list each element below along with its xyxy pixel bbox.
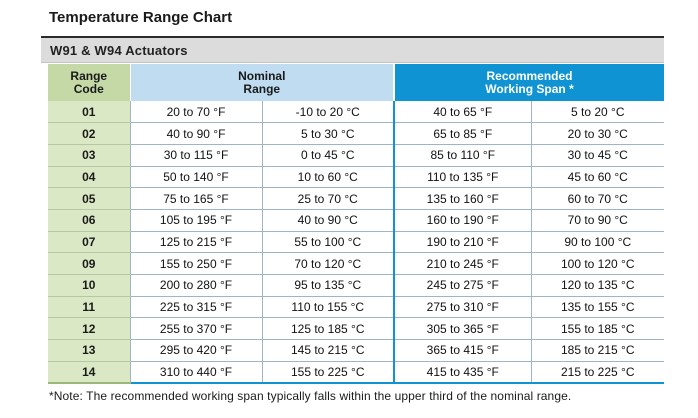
table-row [48,340,664,362]
footnote: *Note: The recommended working span typically falls within the upper third of the nominal range. [49,389,572,403]
table-row [48,101,664,123]
range-code-cell: 13 [48,340,130,362]
table-row [48,361,664,383]
recommended-fahrenheit-cell: 85 to 110 °F [394,144,531,166]
nominal-fahrenheit-cell: 225 to 315 °F [130,296,262,318]
nominal-fahrenheit-cell: 20 to 70 °F [130,101,262,123]
header-recommended-working-span [394,64,664,101]
table-row [48,166,664,188]
recommended-fahrenheit-cell: 135 to 160 °F [394,188,531,210]
page-title: Temperature Range Chart [49,9,233,26]
recommended-fahrenheit-cell: 365 to 415 °F [394,340,531,362]
recommended-fahrenheit-cell: 275 to 310 °F [394,296,531,318]
nominal-celsius-cell: 40 to 90 °C [262,209,394,231]
recommended-fahrenheit-cell: 40 to 65 °F [394,101,531,123]
temperature-range-table [48,64,664,384]
table-row [48,253,664,275]
nominal-fahrenheit-cell: 105 to 195 °F [130,209,262,231]
nominal-fahrenheit-cell: 200 to 280 °F [130,275,262,297]
range-code-cell: 03 [48,144,130,166]
nominal-celsius-cell: 25 to 70 °C [262,188,394,210]
table-header-row [48,64,664,101]
recommended-celsius-cell: 100 to 120 °C [531,253,664,275]
nominal-celsius-cell: 145 to 215 °C [262,340,394,362]
range-code-cell: 05 [48,188,130,210]
table-row [48,275,664,297]
recommended-celsius-cell: 20 to 30 °C [531,123,664,145]
table-row [48,144,664,166]
nominal-fahrenheit-cell: 310 to 440 °F [130,361,262,383]
header-range-code-label: Range Code [70,68,108,96]
header-range-code [48,64,130,101]
recommended-fahrenheit-cell: 65 to 85 °F [394,123,531,145]
recommended-celsius-cell: 45 to 60 °C [531,166,664,188]
recommended-celsius-cell: 215 to 225 °C [531,361,664,383]
table-subheader: W91 & W94 Actuators [41,36,664,63]
table-row [48,318,664,340]
range-code-cell: 09 [48,253,130,275]
range-code-cell: 07 [48,231,130,253]
nominal-fahrenheit-cell: 255 to 370 °F [130,318,262,340]
table-row [48,209,664,231]
range-code-cell: 01 [48,101,130,123]
recommended-fahrenheit-cell: 160 to 190 °F [394,209,531,231]
nominal-fahrenheit-cell: 295 to 420 °F [130,340,262,362]
nominal-celsius-cell: 155 to 225 °C [262,361,394,383]
nominal-celsius-cell: 5 to 30 °C [262,123,394,145]
nominal-celsius-cell: 110 to 155 °C [262,296,394,318]
nominal-celsius-cell: 125 to 185 °C [262,318,394,340]
range-code-cell: 10 [48,275,130,297]
nominal-fahrenheit-cell: 155 to 250 °F [130,253,262,275]
recommended-fahrenheit-cell: 245 to 275 °F [394,275,531,297]
nominal-celsius-cell: 0 to 45 °C [262,144,394,166]
table-row [48,296,664,318]
table-row [48,123,664,145]
range-code-cell: 11 [48,296,130,318]
nominal-fahrenheit-cell: 30 to 115 °F [130,144,262,166]
recommended-celsius-cell: 5 to 20 °C [531,101,664,123]
recommended-fahrenheit-cell: 415 to 435 °F [394,361,531,383]
nominal-celsius-cell: 55 to 100 °C [262,231,394,253]
range-code-cell: 06 [48,209,130,231]
header-nominal-range-label: Nominal Range [238,68,286,96]
range-code-cell: 02 [48,123,130,145]
recommended-celsius-cell: 135 to 155 °C [531,296,664,318]
nominal-celsius-cell: 10 to 60 °C [262,166,394,188]
range-code-cell: 12 [48,318,130,340]
nominal-fahrenheit-cell: 75 to 165 °F [130,188,262,210]
recommended-celsius-cell: 70 to 90 °C [531,209,664,231]
header-nominal-range [130,64,394,101]
nominal-fahrenheit-cell: 125 to 215 °F [130,231,262,253]
temperature-range-table-wrap [48,64,664,384]
nominal-celsius-cell: 70 to 120 °C [262,253,394,275]
recommended-celsius-cell: 30 to 45 °C [531,144,664,166]
recommended-fahrenheit-cell: 110 to 135 °F [394,166,531,188]
nominal-fahrenheit-cell: 40 to 90 °F [130,123,262,145]
recommended-celsius-cell: 60 to 70 °C [531,188,664,210]
table-body [48,101,664,383]
table-row [48,188,664,210]
recommended-celsius-cell: 185 to 215 °C [531,340,664,362]
table-row [48,231,664,253]
range-code-cell: 04 [48,166,130,188]
nominal-celsius-cell: 95 to 135 °C [262,275,394,297]
range-code-cell: 14 [48,361,130,383]
recommended-celsius-cell: 155 to 185 °C [531,318,664,340]
recommended-fahrenheit-cell: 305 to 365 °F [394,318,531,340]
recommended-fahrenheit-cell: 190 to 210 °F [394,231,531,253]
recommended-celsius-cell: 120 to 135 °C [531,275,664,297]
header-recommended-label: Recommended Working Span * [485,68,574,96]
recommended-celsius-cell: 90 to 100 °C [531,231,664,253]
nominal-celsius-cell: -10 to 20 °C [262,101,394,123]
recommended-fahrenheit-cell: 210 to 245 °F [394,253,531,275]
nominal-fahrenheit-cell: 50 to 140 °F [130,166,262,188]
